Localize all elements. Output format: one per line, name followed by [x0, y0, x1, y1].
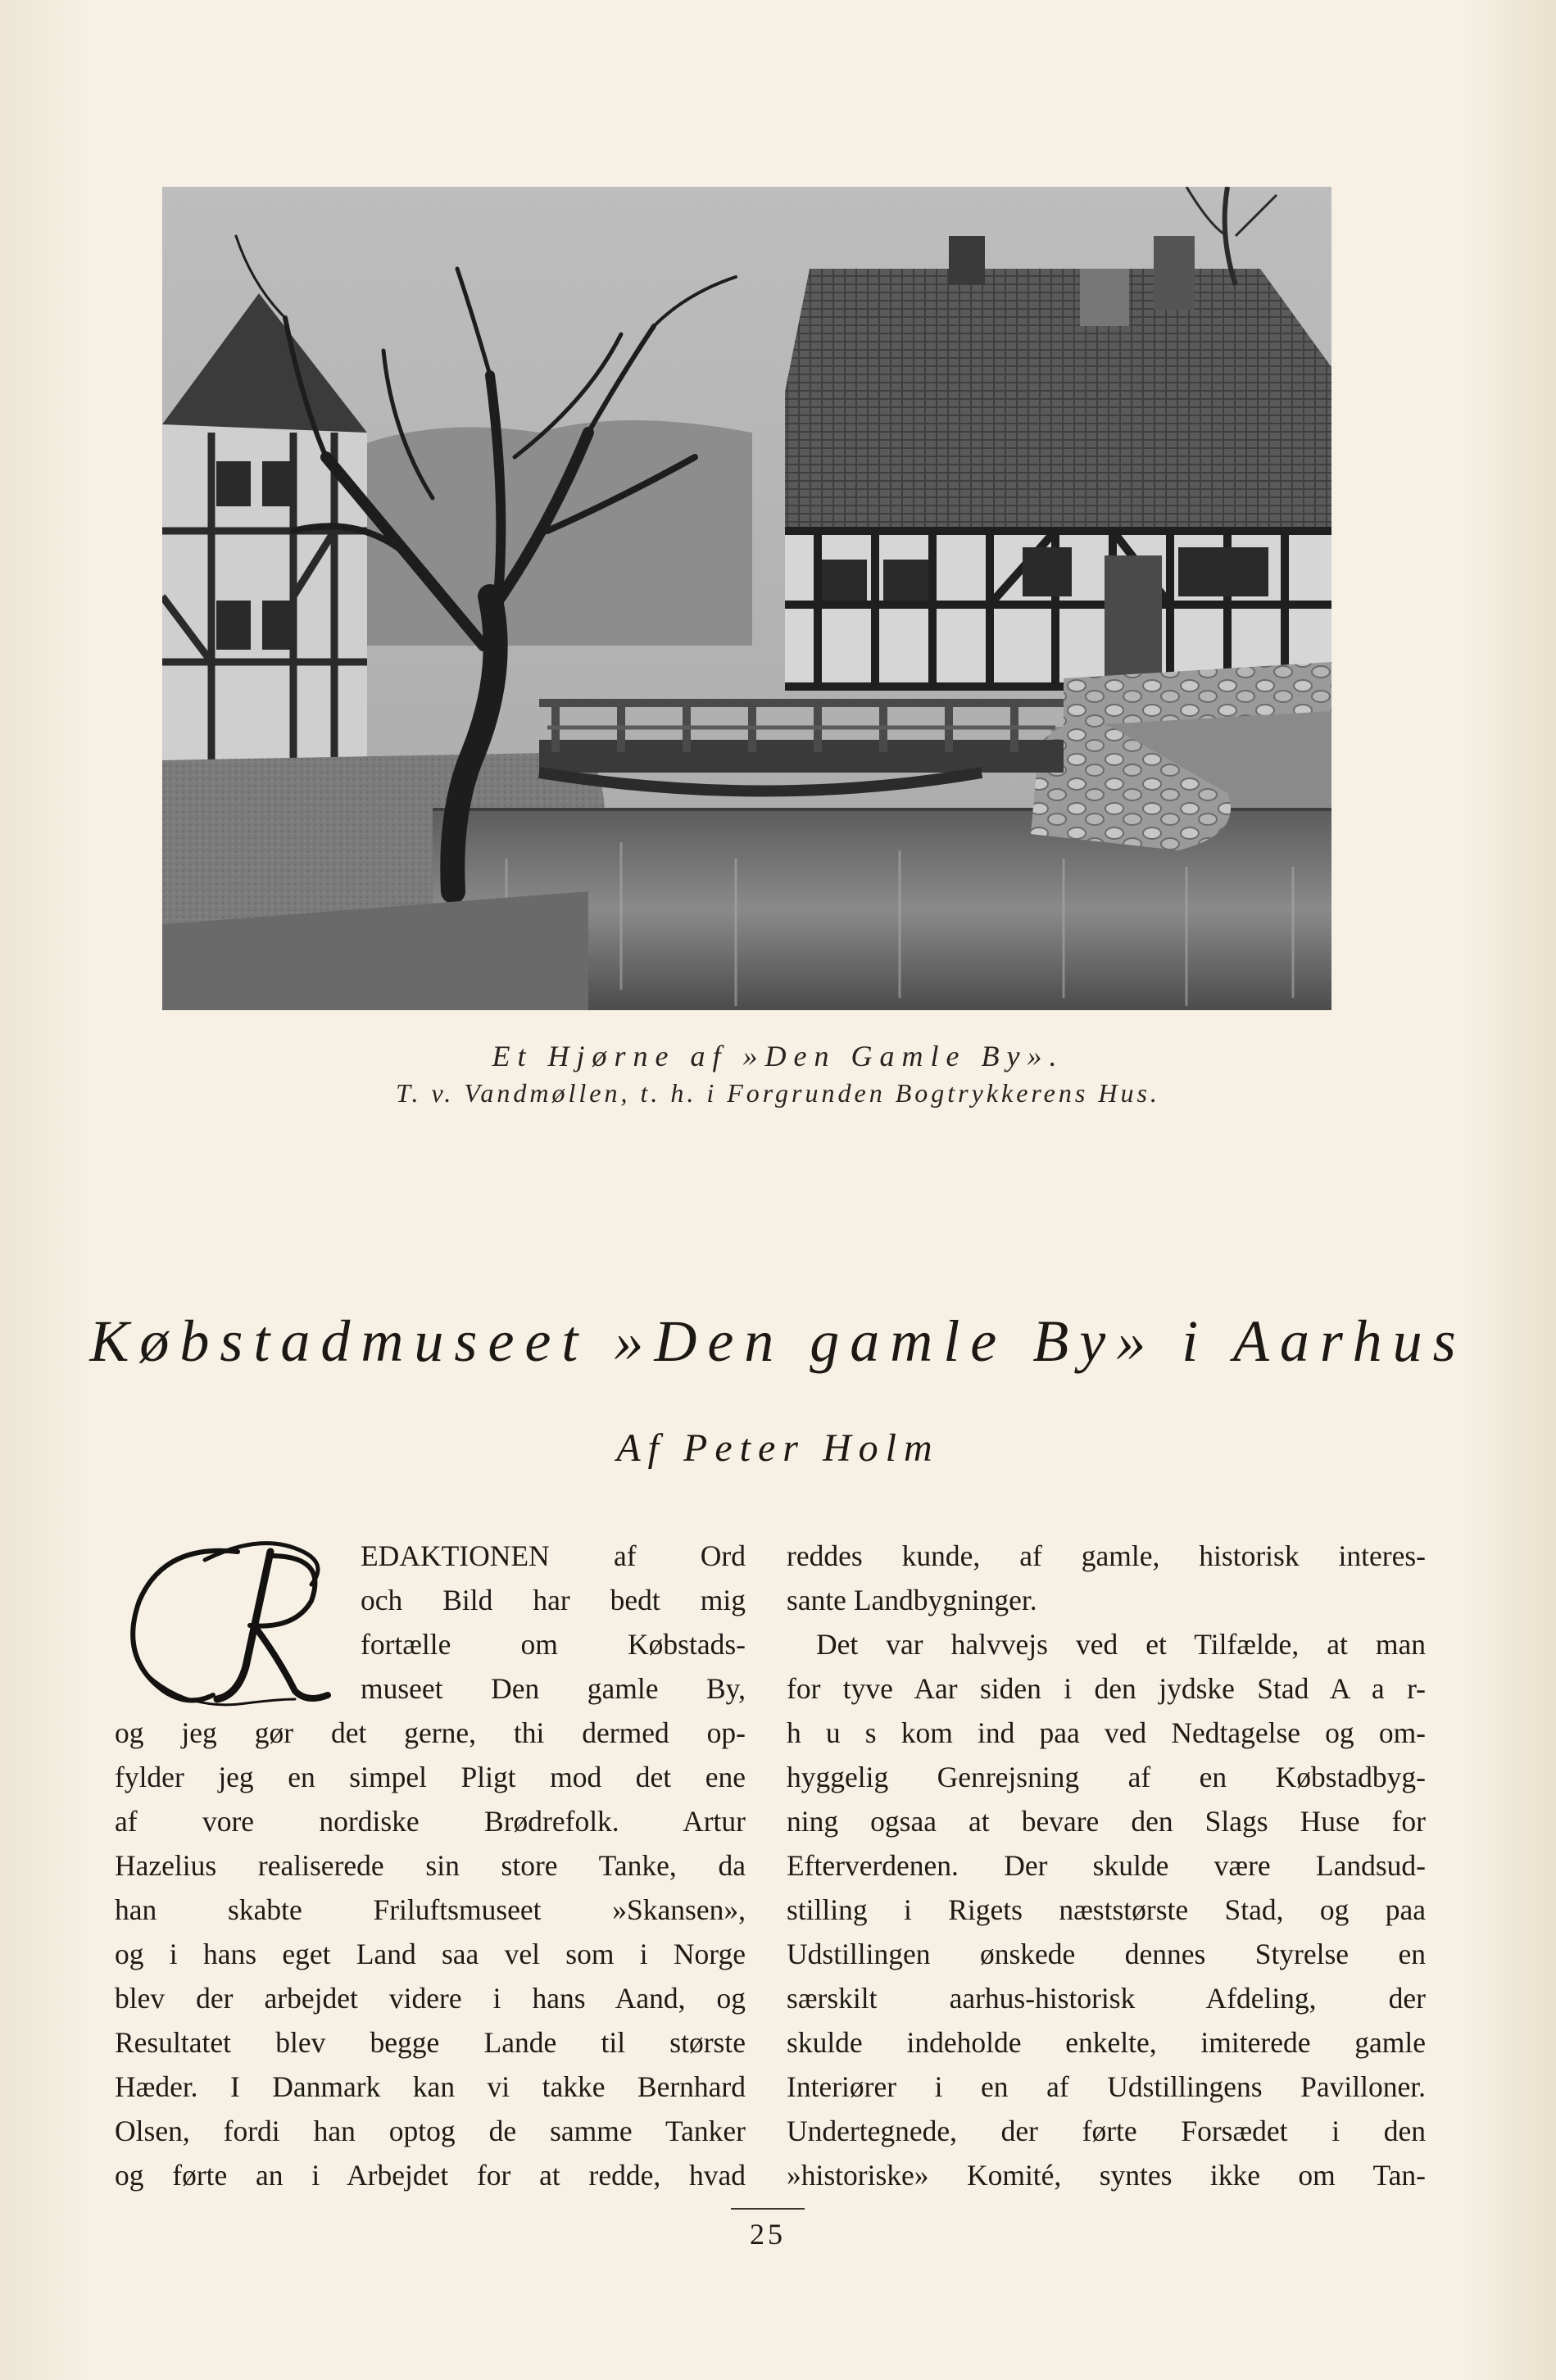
text-line: museet Den gamle By,	[361, 1672, 746, 1705]
text-line: og i hans eget Land saa vel som i Norge	[115, 1938, 746, 1970]
text-line: Olsen, fordi han optog de samme Tanker	[115, 2115, 746, 2147]
text-line: særskilt aarhus-historisk Afdeling, der	[787, 1982, 1426, 2015]
text-line: fortælle om Købstads-	[361, 1628, 746, 1661]
photo-caption-title: Et Hjørne af »Den Gamle By».	[492, 1040, 1064, 1072]
article-column-left	[115, 1534, 746, 2197]
page-number: 25	[750, 2218, 786, 2251]
photograph	[162, 187, 1331, 1010]
article-title: Købstadmuseet »Den gamle By» i Aarhus	[89, 1308, 1467, 1374]
text-line: Efterverdenen. Der skulde være Landsud-	[787, 1849, 1426, 1882]
text-line: og førte an i Arbejdet for at redde, hvad	[115, 2159, 746, 2192]
text-line: Udstillingen ønskede dennes Styrelse en	[787, 1938, 1426, 1970]
text-line: for tyve Aar siden i den jydske Stad A a r-	[787, 1672, 1426, 1705]
text-line: Undertegnede, der førte Forsædet i den	[787, 2115, 1426, 2147]
text-line: stilling i Rigets næststørste Stad, og paa	[787, 1893, 1426, 1926]
text-line: h u s kom ind paa ved Nedtagelse og om-	[787, 1716, 1426, 1749]
text-line: och Bild har bedt mig	[361, 1584, 746, 1616]
article-byline: Af Peter Holm	[616, 1426, 940, 1470]
half-timbered-houses-and-bridge-photo	[162, 187, 1331, 1010]
text-line: blev der arbejdet videre i hans Aand, og	[115, 1982, 746, 2015]
text-line: Hazelius realiserede sin store Tanke, da	[115, 1849, 746, 1882]
text-line: »historiske» Komité, syntes ikke om Tan-	[787, 2159, 1426, 2192]
photo-caption-subtitle: T. v. Vandmøllen, t. h. i Forgrunden Bogtrykkerens Hus.	[396, 1078, 1160, 1108]
text-line: fylder jeg en simpel Pligt mod det ene	[115, 1761, 746, 1793]
text-line: skulde indeholde enkelte, imiterede gamle	[787, 2026, 1426, 2059]
text-line: hyggelig Genrejsning af en Købstadbyg-	[787, 1761, 1426, 1793]
article-column-right	[787, 1534, 1426, 2197]
text-line: Hæder. I Danmark kan vi takke Bernhard	[115, 2070, 746, 2103]
text-line: og jeg gør det gerne, thi dermed op-	[115, 1716, 746, 1749]
text-line: Interiører i en af Udstillingens Pavilloner.	[787, 2070, 1426, 2103]
page-number-rule	[731, 2208, 805, 2210]
text-line: ning ogsaa at bevare den Slags Huse for	[787, 1805, 1426, 1838]
text-line: EDAKTIONEN af Ord	[361, 1539, 746, 1572]
text-line: han skabte Friluftsmuseet »Skansen»,	[115, 1893, 746, 1926]
text-line: Resultatet blev begge Lande til største	[115, 2026, 746, 2059]
text-line: sante Landbygninger.	[787, 1584, 1037, 1616]
text-line: Det var halvvejs ved et Tilfælde, at man	[816, 1628, 1426, 1661]
text-line: af vore nordiske Brødrefolk. Artur	[115, 1805, 746, 1838]
text-line: reddes kunde, af gamle, historisk interes-	[787, 1539, 1426, 1572]
